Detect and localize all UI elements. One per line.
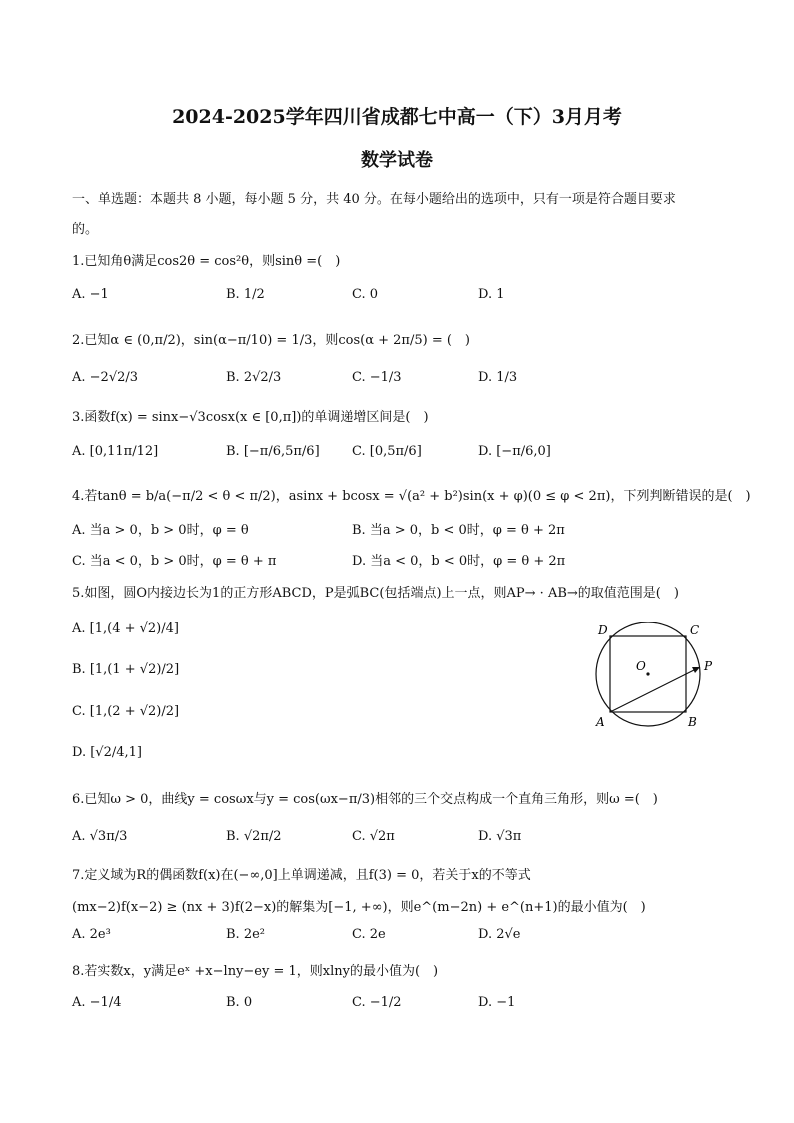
question-6-option-a: A. √3π/3 xyxy=(72,829,128,844)
question-4-stem: 4.若tanθ = b/a(−π/2 < θ < π/2)，asinx + bcosx = √(a² + b²)sin(x + φ)(0 ≤ φ < 2π)，下列判断错误的是( ) xyxy=(72,489,751,504)
question-5-option-a: A. [1,(4 + √2)/4] xyxy=(72,621,179,636)
figure-svg xyxy=(590,622,725,737)
question-7-stem: 7.定义域为R的偶函数f(x)在(−∞,0]上单调递减，且f(3) = 0，若关于x的不等式 xyxy=(72,868,531,883)
center-point-o xyxy=(646,672,649,675)
question-4-option-b: B. 当a > 0，b < 0时，φ = θ + 2π xyxy=(352,523,565,538)
question-4-option-c: C. 当a < 0，b > 0时，φ = θ + π xyxy=(72,554,277,569)
question-3-option-c: C. [0,5π/6] xyxy=(352,444,422,459)
question-6-stem: 6.已知ω > 0，曲线y = cosωx与y = cos(ωx−π/3)相邻的三个交点构成一个直角三角形，则ω =( ) xyxy=(72,792,658,807)
exam-subtitle: 数学试卷 xyxy=(361,150,433,171)
question-7-option-d: D. 2√e xyxy=(478,927,521,942)
question-3-stem: 3.函数f(x) = sinx−√3cosx(x ∈ [0,π])的单调递增区间是( ) xyxy=(72,410,429,425)
question-7-option-a: A. 2e³ xyxy=(72,927,111,942)
question-2-option-b: B. 2√2/3 xyxy=(226,370,282,385)
label-b: B xyxy=(688,715,697,729)
question-6-option-c: C. √2π xyxy=(352,829,395,844)
question-6-option-d: D. √3π xyxy=(478,829,522,844)
question-5-option-d: D. [√2/4,1] xyxy=(72,745,142,760)
question-2-option-d: D. 1/3 xyxy=(478,370,518,385)
question-8-option-a: A. −1/4 xyxy=(72,995,122,1010)
exam-title: 2024-2025学年四川省成都七中高一（下）3月月考 xyxy=(172,106,622,128)
question-1-option-b: B. 1/2 xyxy=(226,287,265,302)
question-2-stem: 2.已知α ∈ (0,π/2)，sin(α−π/10) = 1/3，则cos(α + 2π/5) = ( ) xyxy=(72,333,470,348)
question-7-option-b: B. 2e² xyxy=(226,927,265,942)
question-6-option-b: B. √2π/2 xyxy=(226,829,282,844)
section-heading-line2: 的。 xyxy=(72,222,99,237)
question-4-option-d: D. 当a < 0，b < 0时，φ = θ + 2π xyxy=(352,554,566,569)
question-8-option-d: D. −1 xyxy=(478,995,516,1010)
section-heading-line1: 一、单选题：本题共 8 小题，每小题 5 分，共 40 分。在每小题给出的选项中，只有一项是符合题目要求 xyxy=(72,192,676,207)
question-3-option-d: D. [−π/6,0] xyxy=(478,444,551,459)
question-3-option-b: B. [−π/6,5π/6] xyxy=(226,444,320,459)
label-a: A xyxy=(596,715,605,729)
question-5-stem: 5.如图，圆O内接边长为1的正方形ABCD，P是弧BC(包括端点)上一点，则AP→ · AB→的取值范围是( ) xyxy=(72,586,679,601)
question-4-option-a: A. 当a > 0，b > 0时，φ = θ xyxy=(72,523,249,538)
question-7-option-c: C. 2e xyxy=(352,927,386,942)
question-7-stem-line2: (mx−2)f(x−2) ≥ (nx + 3)f(2−x)的解集为[−1, +∞)，则e^(m−2n) + e^(n+1)的最小值为( ) xyxy=(72,900,646,915)
question-1-option-c: C. 0 xyxy=(352,287,379,302)
question-5-option-c: C. [1,(2 + √2)/2] xyxy=(72,704,180,719)
question-1-option-a: A. −1 xyxy=(72,287,109,302)
circle-square-figure xyxy=(590,622,725,737)
label-d: D xyxy=(598,623,608,637)
question-5-option-b: B. [1,(1 + √2)/2] xyxy=(72,662,180,677)
label-p: P xyxy=(704,659,713,673)
question-3-option-a: A. [0,11π/12] xyxy=(72,444,159,459)
question-8-option-b: B. 0 xyxy=(226,995,253,1010)
question-2-option-c: C. −1/3 xyxy=(352,370,402,385)
question-8-stem: 8.若实数x，y满足eˣ +x−lny−ey = 1，则xlny的最小值为( ) xyxy=(72,964,439,979)
question-8-option-c: C. −1/2 xyxy=(352,995,402,1010)
label-c: C xyxy=(690,623,700,637)
question-2-option-a: A. −2√2/3 xyxy=(72,370,139,385)
label-o: O xyxy=(636,659,646,673)
question-1-option-d: D. 1 xyxy=(478,287,505,302)
question-1-stem: 1.已知角θ满足cos2θ = cos²θ，则sinθ =( ) xyxy=(72,254,341,269)
